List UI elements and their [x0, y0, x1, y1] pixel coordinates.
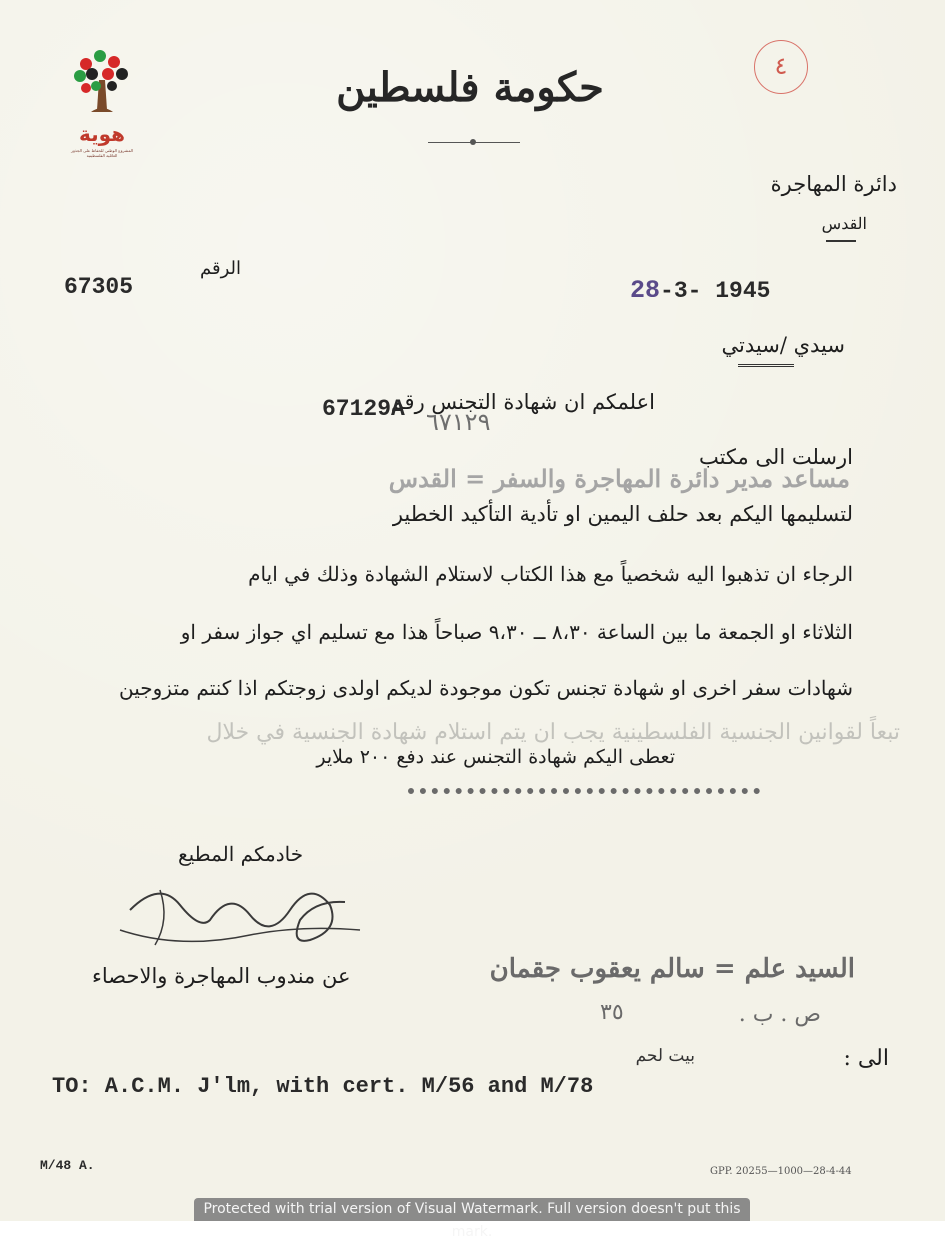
body-line-3: لتسليمها اليكم بعد حلف اليمين او تأدية التأكيد الخطير [392, 502, 853, 526]
paragraph-line-3: شهادات سفر اخرى او شهادة تجنس تكون موجودة لديكم اولدى زوجتكم اذا كنتم متزوجين [119, 676, 853, 700]
dashed-divider [408, 788, 760, 794]
salutation: سيدي /سيدتي [721, 333, 845, 357]
form-code: M/48 A. [40, 1158, 95, 1173]
reference-number: 67305 [64, 274, 134, 300]
title-divider-dot [470, 139, 476, 145]
signature [100, 860, 380, 970]
logo-subtitle: المشروع الوطني للحفاظ على الجذور العائلية الفلسطينية [71, 148, 133, 158]
recipient-name: السيد علم = سالم يعقوب جقمان [489, 954, 855, 984]
closing-on-behalf: عن مندوب المهاجرة والاحصاء [92, 964, 351, 988]
page-number: ٤ [754, 40, 808, 94]
faded-bleedthrough-line: تبعاً لقوانين الجنسية الفلسطينية يجب ان يتم استلام شهادة الجنسية في خلال [206, 720, 900, 745]
logo-text: هوية [78, 122, 126, 146]
body-line-2: ارسلت الى مكتب [698, 445, 853, 469]
cert-number: 67129A [322, 396, 405, 422]
watermark-banner: Protected with trial version of Visual Watermark. Full version doesn't put this mark. [194, 1198, 750, 1221]
closing-servant: خادمكم المطيع [178, 842, 304, 866]
pobox-number: ٣٥ [600, 1000, 624, 1025]
department-name: دائرة المهاجرة [770, 172, 897, 196]
office-stamp: مساعد مدير دائرة المهاجرة والسفر = القدس [388, 464, 850, 493]
city-underline [826, 240, 856, 242]
printer-mark: GPP. 20255—1000—28-4-44 [710, 1166, 852, 1177]
government-title: حكومة فلسطين [336, 64, 604, 111]
paragraph-line-1: الرجاء ان تذهبوا اليه شخصياً مع هذا الكتاب لاستلام الشهادة وذلك في ايام [248, 562, 853, 586]
routing-note: TO: A.C.M. J'lm, with cert. M/56 and M/78 [52, 1074, 594, 1099]
pobox-label: ص . ب . [738, 1002, 821, 1027]
to-label: الى : [843, 1046, 889, 1071]
recipient-city: بيت لحم [635, 1046, 695, 1066]
salutation-underline [738, 364, 794, 367]
reference-label: الرقم [200, 258, 242, 279]
cert-number-handwritten: ٦٧١٢٩ [426, 408, 491, 436]
date-month-year: -3- 1945 [660, 278, 771, 304]
body-line-1: اعلمكم ان شهادة التجنس رقم [390, 390, 655, 414]
letter-date [630, 276, 770, 305]
paragraph-line-4: تعطى اليكم شهادة التجنس عند دفع ٢٠٠ ملاير [316, 746, 675, 768]
date-day: 28 [630, 276, 661, 305]
department-city: القدس [821, 214, 867, 233]
paragraph-line-2: الثلاثاء او الجمعة ما بين الساعة ٨،٣٠ ــ ٩،٣٠ صباحاً هذا مع تسليم اي جواز سفر او [180, 620, 853, 644]
hawiya-logo [66, 44, 138, 174]
tree-icon [66, 44, 138, 122]
